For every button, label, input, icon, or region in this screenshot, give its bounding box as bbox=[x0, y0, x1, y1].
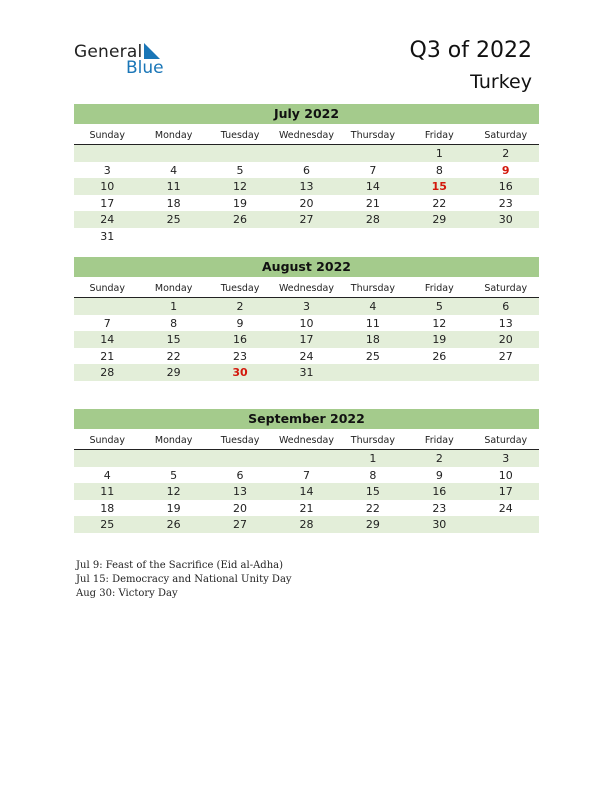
weekday-label: Wednesday bbox=[278, 130, 334, 141]
day-cell: 23 bbox=[498, 196, 513, 210]
holiday-note: Aug 30: Victory Day bbox=[76, 588, 178, 599]
logo-general-text: General bbox=[74, 42, 143, 62]
page-title: Q3 of 2022 bbox=[409, 38, 532, 63]
day-cell bbox=[340, 228, 406, 245]
week-row bbox=[74, 450, 539, 467]
day-cell: 1 bbox=[170, 300, 178, 313]
weekday-header-row bbox=[74, 282, 539, 298]
day-cell: 4 bbox=[369, 300, 377, 313]
day-cell: 15 bbox=[166, 333, 181, 346]
day-cell: 30 bbox=[432, 518, 447, 531]
day-cell: 9 bbox=[501, 163, 510, 177]
day-cell bbox=[74, 298, 140, 315]
week-row bbox=[74, 364, 539, 381]
day-cell: 29 bbox=[432, 213, 447, 226]
day-cell bbox=[207, 228, 273, 245]
month-calendar-july bbox=[74, 104, 539, 244]
month-title: July 2022 bbox=[74, 104, 539, 124]
day-cell bbox=[473, 364, 539, 381]
day-cell: 11 bbox=[100, 485, 115, 498]
day-cell: 19 bbox=[432, 333, 447, 346]
day-cell bbox=[473, 228, 539, 245]
day-cell: 30 bbox=[498, 213, 513, 226]
day-cell: 8 bbox=[369, 468, 377, 482]
day-cell: 5 bbox=[236, 163, 244, 177]
weekday-label: Sunday bbox=[89, 283, 125, 294]
day-cell: 19 bbox=[166, 501, 181, 515]
day-cell: 13 bbox=[299, 180, 314, 193]
day-cell: 16 bbox=[432, 485, 447, 498]
day-cell: 26 bbox=[166, 518, 181, 531]
day-cell: 20 bbox=[233, 501, 248, 515]
day-cell: 8 bbox=[435, 163, 443, 177]
day-cell: 26 bbox=[233, 213, 248, 226]
day-cell: 23 bbox=[432, 501, 447, 515]
day-cell: 22 bbox=[432, 196, 447, 210]
day-cell: 24 bbox=[100, 213, 115, 226]
month-title: August 2022 bbox=[74, 257, 539, 277]
day-cell: 4 bbox=[103, 468, 111, 482]
day-cell: 5 bbox=[170, 468, 178, 482]
week-row bbox=[74, 315, 539, 332]
weekday-label: Tuesday bbox=[220, 435, 260, 446]
day-cell: 12 bbox=[432, 316, 447, 330]
day-cell bbox=[273, 228, 339, 245]
day-cell: 21 bbox=[100, 349, 115, 363]
day-cell: 10 bbox=[100, 180, 115, 193]
weekday-label: Wednesday bbox=[278, 435, 334, 446]
day-cell bbox=[406, 364, 472, 381]
day-cell: 2 bbox=[236, 300, 244, 313]
day-cell: 27 bbox=[299, 213, 314, 226]
week-row bbox=[74, 195, 539, 212]
day-cell: 23 bbox=[233, 349, 248, 363]
day-cell: 15 bbox=[431, 180, 447, 193]
day-cell: 17 bbox=[498, 485, 513, 498]
logo-blue-text: Blue bbox=[126, 58, 164, 78]
day-cell: 4 bbox=[170, 163, 178, 177]
day-cell: 29 bbox=[365, 518, 380, 531]
day-cell: 31 bbox=[100, 229, 115, 243]
day-cell: 22 bbox=[166, 349, 181, 363]
week-row bbox=[74, 145, 539, 162]
week-row bbox=[74, 348, 539, 365]
day-cell: 3 bbox=[103, 163, 111, 177]
day-cell bbox=[74, 145, 140, 162]
holiday-note: Jul 9: Feast of the Sacrifice (Eid al-Adha) bbox=[76, 560, 283, 571]
week-row bbox=[74, 178, 539, 195]
day-cell: 9 bbox=[236, 316, 244, 330]
weekday-label: Saturday bbox=[484, 435, 528, 446]
week-row bbox=[74, 467, 539, 484]
day-cell: 3 bbox=[502, 452, 510, 465]
month-title: September 2022 bbox=[74, 409, 539, 429]
day-cell: 25 bbox=[365, 349, 380, 363]
week-row bbox=[74, 331, 539, 348]
month-calendar-august bbox=[74, 257, 539, 381]
day-cell: 18 bbox=[365, 333, 380, 346]
day-cell: 14 bbox=[299, 485, 314, 498]
day-cell: 13 bbox=[498, 316, 513, 330]
day-cell: 1 bbox=[435, 147, 443, 160]
day-cell: 28 bbox=[100, 366, 115, 379]
day-cell: 17 bbox=[299, 333, 314, 346]
day-cell: 6 bbox=[302, 163, 310, 177]
day-cell: 10 bbox=[498, 468, 513, 482]
day-cell: 8 bbox=[170, 316, 178, 330]
day-cell: 11 bbox=[166, 180, 181, 193]
day-cell: 31 bbox=[299, 366, 314, 379]
day-cell: 15 bbox=[365, 485, 380, 498]
day-cell: 6 bbox=[236, 468, 244, 482]
day-cell: 27 bbox=[233, 518, 248, 531]
day-cell: 2 bbox=[435, 452, 443, 465]
week-row bbox=[74, 516, 539, 533]
day-cell: 10 bbox=[299, 316, 314, 330]
day-cell: 1 bbox=[369, 452, 377, 465]
day-cell: 14 bbox=[100, 333, 115, 346]
weekday-label: Saturday bbox=[484, 283, 528, 294]
holiday-note: Jul 15: Democracy and National Unity Day bbox=[76, 574, 292, 585]
week-row bbox=[74, 500, 539, 517]
day-cell: 18 bbox=[166, 196, 181, 210]
day-cell: 21 bbox=[299, 501, 314, 515]
holiday-notes bbox=[76, 559, 292, 601]
day-cell: 12 bbox=[233, 180, 248, 193]
weekday-label: Thursday bbox=[350, 130, 395, 141]
day-cell bbox=[140, 145, 206, 162]
month-calendar-september bbox=[74, 409, 539, 533]
day-cell: 26 bbox=[432, 349, 447, 363]
weekday-label: Thursday bbox=[350, 435, 395, 446]
country-name: Turkey bbox=[470, 71, 532, 93]
day-cell: 14 bbox=[365, 180, 380, 193]
week-row bbox=[74, 211, 539, 228]
day-cell: 25 bbox=[166, 213, 181, 226]
day-cell: 25 bbox=[100, 518, 115, 531]
day-cell bbox=[340, 145, 406, 162]
day-cell: 17 bbox=[100, 196, 115, 210]
week-row bbox=[74, 228, 539, 245]
weekday-label: Monday bbox=[154, 130, 193, 141]
day-cell: 24 bbox=[299, 349, 314, 363]
day-cell: 2 bbox=[502, 147, 510, 160]
day-cell: 18 bbox=[100, 501, 115, 515]
day-cell: 11 bbox=[365, 316, 380, 330]
generalblue-logo bbox=[74, 40, 174, 80]
weekday-label: Wednesday bbox=[278, 283, 334, 294]
week-row bbox=[74, 162, 539, 179]
day-cell: 22 bbox=[365, 501, 380, 515]
weekday-label: Sunday bbox=[89, 435, 125, 446]
weekday-label: Friday bbox=[424, 130, 454, 141]
day-cell bbox=[273, 145, 339, 162]
day-cell: 16 bbox=[498, 180, 513, 193]
day-cell: 20 bbox=[498, 333, 513, 346]
day-cell bbox=[207, 145, 273, 162]
day-cell: 28 bbox=[299, 518, 314, 531]
weekday-label: Tuesday bbox=[220, 130, 260, 141]
day-cell: 16 bbox=[233, 333, 248, 346]
day-cell: 9 bbox=[435, 468, 443, 482]
day-cell: 7 bbox=[369, 163, 377, 177]
day-cell: 24 bbox=[498, 501, 513, 515]
day-cell bbox=[406, 228, 472, 245]
day-cell bbox=[340, 364, 406, 381]
weekday-label: Thursday bbox=[350, 283, 395, 294]
day-cell: 19 bbox=[233, 196, 248, 210]
day-cell bbox=[473, 516, 539, 533]
day-cell: 28 bbox=[365, 213, 380, 226]
week-row bbox=[74, 298, 539, 315]
weekday-header-row bbox=[74, 129, 539, 145]
day-cell bbox=[273, 450, 339, 467]
day-cell: 13 bbox=[233, 485, 248, 498]
weekday-label: Sunday bbox=[89, 130, 125, 141]
weekday-label: Monday bbox=[154, 283, 193, 294]
weekday-label: Monday bbox=[154, 435, 193, 446]
day-cell: 3 bbox=[302, 300, 310, 313]
day-cell bbox=[140, 228, 206, 245]
day-cell: 29 bbox=[166, 366, 181, 379]
day-cell: 7 bbox=[103, 316, 111, 330]
day-cell bbox=[74, 450, 140, 467]
weekday-label: Friday bbox=[424, 435, 454, 446]
day-cell: 6 bbox=[502, 300, 510, 313]
day-cell: 20 bbox=[299, 196, 314, 210]
day-cell bbox=[207, 450, 273, 467]
day-cell: 7 bbox=[302, 468, 310, 482]
day-cell: 5 bbox=[435, 300, 443, 313]
day-cell: 12 bbox=[166, 485, 181, 498]
day-cell: 21 bbox=[365, 196, 380, 210]
weekday-label: Saturday bbox=[484, 130, 528, 141]
day-cell: 27 bbox=[498, 349, 513, 363]
weekday-label: Friday bbox=[424, 283, 454, 294]
day-cell: 30 bbox=[232, 366, 248, 379]
day-cell bbox=[140, 450, 206, 467]
weekday-header-row bbox=[74, 434, 539, 450]
weekday-label: Tuesday bbox=[220, 283, 260, 294]
week-row bbox=[74, 483, 539, 500]
